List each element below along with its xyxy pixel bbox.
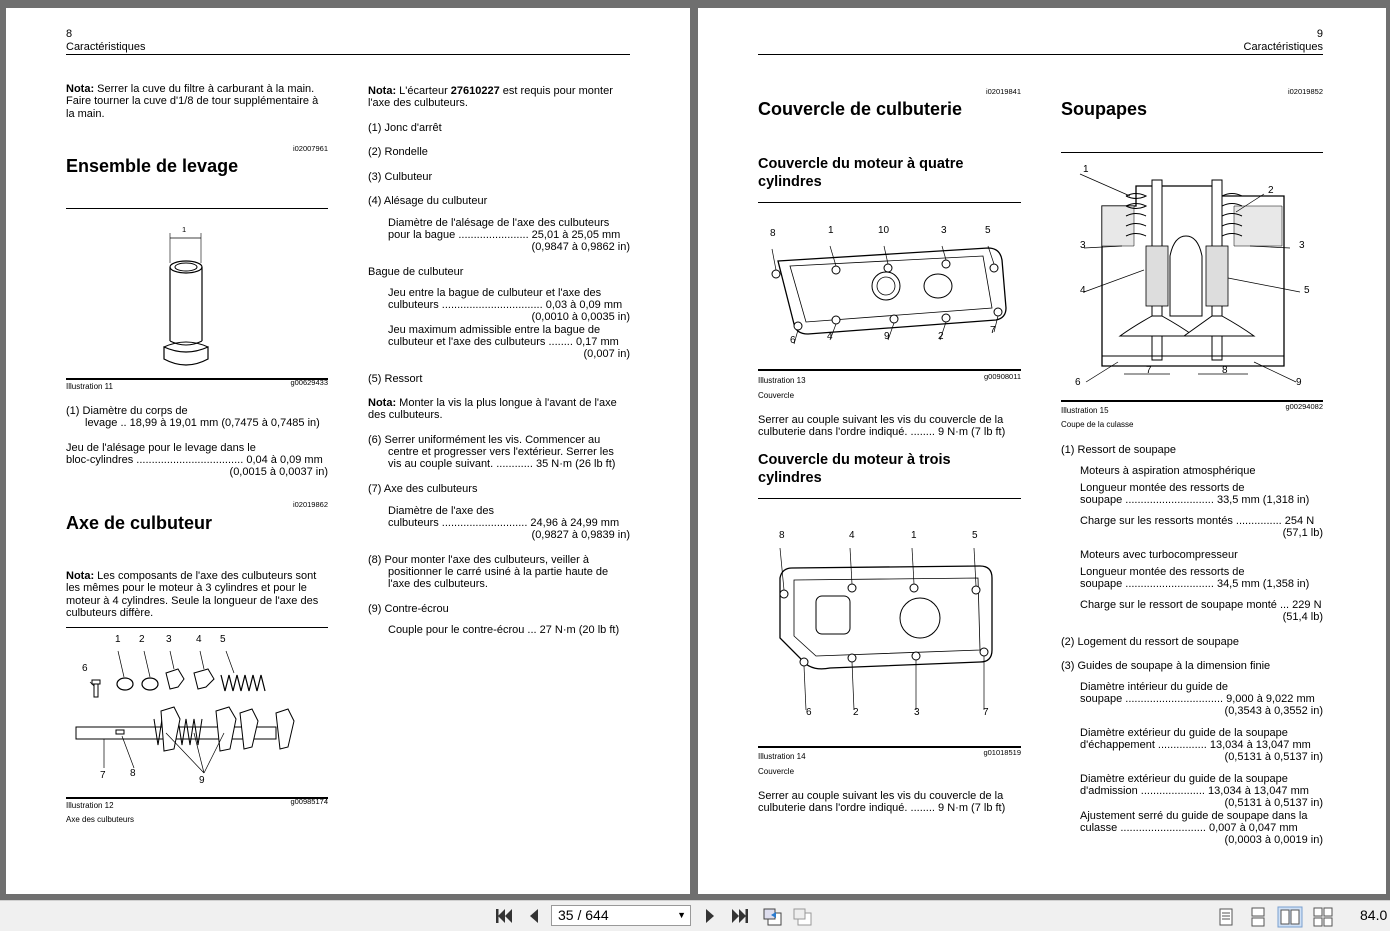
spec-text: Diamètre de l'axe des [388, 505, 495, 517]
fig15-caption: Illustration 15 [1061, 406, 1109, 415]
spec-inches: (0,9847 à 0,9862 in) [531, 241, 630, 253]
running-head: Caractéristiques [66, 41, 146, 53]
note-screw: Nota: Monter la vis la plus longue à l'avant de l'axe des culbuteurs. [368, 397, 617, 422]
spec-value: culasse ............................ 0,007 à 0,047 mm [1080, 822, 1298, 834]
fig13-label: 1 [828, 225, 834, 236]
spec-text: Ajustement serré du guide de soupape dans la [1080, 810, 1308, 822]
jeu-text: Jeu de l'alésage pour le levage dans le [66, 442, 256, 454]
zoom-level[interactable]: 84.0 [1360, 907, 1388, 923]
spec-text: Diamètre intérieur du guide de [1080, 681, 1228, 693]
spec-value: Charge sur le ressort de soupape monté ... 229 N [1080, 599, 1322, 611]
fig11-caption: Illustration 11 [66, 382, 113, 391]
spec-text: Longueur montée des ressorts de [1080, 566, 1245, 578]
fig13-label: 4 [827, 331, 833, 342]
spec-text: Diamètre extérieur du guide de la soupape [1080, 727, 1288, 739]
facing-pages-icon[interactable] [1278, 907, 1298, 925]
fig13-label: 9 [884, 331, 890, 342]
fig14-label: 1 [911, 530, 917, 541]
torque-text: Serrer au couple suivant les vis du couvercle de la [758, 414, 1004, 426]
continuous-icon[interactable] [1248, 907, 1268, 925]
fig14-label: 6 [806, 707, 812, 718]
spec-value: culbuteurs ............................ 24,96 à 24,99 mm [388, 517, 620, 529]
spec-value: Charge sur les ressorts montés ............... 254 N [1080, 515, 1315, 527]
fig15-label: 3 [1080, 240, 1086, 251]
fig13-label: 2 [938, 331, 944, 342]
list-item: (4) Alésage du culbuteur [368, 195, 488, 207]
fig14-label: 3 [914, 707, 920, 718]
list-item: l'axe des culbuteurs. [388, 578, 488, 590]
fig15-label: 9 [1296, 377, 1302, 388]
fig13-label: 7 [990, 325, 996, 336]
spec-value: soupape ............................. 33,5 mm (1,318 in) [1080, 494, 1310, 506]
fig12-label: 1 [115, 634, 121, 645]
fig15-code: g00294082 [1285, 402, 1323, 411]
spec-inches: (51,4 lb) [1282, 611, 1323, 623]
list-item: (3) Guides de soupape à la dimension finie [1061, 660, 1271, 672]
list-item: (9) Contre-écrou [368, 603, 449, 615]
fig12-label: 4 [196, 634, 202, 645]
spec-text: Moteurs à aspiration atmosphérique [1080, 465, 1256, 477]
spec-text: Longueur montée des ressorts de [1080, 482, 1245, 494]
heading-soupapes: Soupapes [1061, 99, 1148, 119]
spec-text: Moteurs avec turbocompresseur [1080, 549, 1238, 561]
fig13-caption: Illustration 13 [758, 376, 806, 385]
ref-code: i02019862 [292, 500, 328, 509]
spec-inches: (0,0003 à 0,0019 in) [1224, 834, 1323, 846]
fig14-caption: Illustration 14 [758, 752, 806, 761]
fig12-code: g00985174 [290, 797, 328, 806]
fig14-label: 7 [983, 707, 989, 718]
note-fuel-filter: Nota: Serrer la cuve du filtre à carburant à la main. Faire tourner la cuve d'1/8 de tour supplémentaire à la main. [66, 83, 319, 120]
last-page-icon[interactable] [730, 907, 750, 925]
sub-heading-four-2: cylindres [758, 174, 822, 190]
left-page [6, 8, 690, 894]
next-page-icon[interactable] [700, 907, 720, 925]
list-item: centre et progresser vers l'extérieur. Serrer les [388, 446, 614, 458]
lifter-illustration [156, 223, 236, 373]
sub-heading-three: Couvercle du moteur à trois [758, 452, 951, 468]
note-components: Nota: Les composants de l'axe des culbuteurs sont les mêmes pour le moteur à 3 cylindres et pour le moteur à 4 cylindres. Seule la longueur de l'axe des culbuteurs diffère. [66, 570, 319, 619]
list-item: (1) Jonc d'arrêt [368, 122, 442, 134]
spec-value: Couple pour le contre-écrou ... 27 N·m (20 lb ft) [388, 624, 620, 636]
cover-three-cyl-illustration [770, 538, 1010, 718]
list-item: (3) Culbuteur [368, 171, 433, 183]
fig12-label: 9 [199, 775, 205, 786]
next-view-icon[interactable] [792, 907, 812, 925]
spec-value: d'admission ..................... 13,034 à 13,047 mm [1080, 785, 1309, 797]
single-page-icon[interactable] [1216, 907, 1236, 925]
viewer-toolbar [0, 900, 1390, 931]
spec-value: soupape ................................ 9,000 à 9,022 mm [1080, 693, 1315, 705]
item-lifter-diameter: (1) Diamètre du corps de [66, 405, 188, 417]
sub-heading-three-2: cylindres [758, 470, 822, 486]
fig13-label: 6 [790, 335, 796, 346]
ref-code: i02019852 [1287, 87, 1323, 96]
fig14-title: Couvercle [758, 767, 795, 776]
fig15-label: 5 [1304, 285, 1310, 296]
list-item: vis au couple suivant. ............ 35 N·m (26 lb ft) [388, 458, 616, 470]
valve-section-illustration [1074, 166, 1314, 391]
ref-code: i02007961 [292, 144, 328, 153]
spec-value: pour la bague ....................... 25,01 à 25,05 mm [388, 229, 621, 241]
fig13-label: 5 [985, 225, 991, 236]
right-page [698, 8, 1386, 894]
section-label: Bague de culbuteur [368, 266, 464, 278]
heading-ensemble-levage: Ensemble de levage [66, 156, 239, 176]
fig12-caption: Illustration 12 [66, 801, 114, 810]
page-number-input[interactable]: 35 / 644 ▼ [551, 905, 691, 926]
spec-text: Jeu maximum admissible entre la bague de [388, 324, 601, 336]
list-item: (5) Ressort [368, 373, 423, 385]
fig15-label: 4 [1080, 285, 1086, 296]
fig14-label: 5 [972, 530, 978, 541]
fig14-label: 4 [849, 530, 855, 541]
list-item: (1) Ressort de soupape [1061, 444, 1176, 456]
fig14-code: g01018519 [983, 748, 1021, 757]
spec-value: soupape ............................. 34,5 mm (1,358 in) [1080, 578, 1310, 590]
fig13-label: 10 [878, 225, 890, 236]
previous-view-icon[interactable] [762, 907, 782, 925]
fig14-label: 8 [779, 530, 785, 541]
spec-text: Diamètre extérieur du guide de la soupape [1080, 773, 1288, 785]
fig12-label: 5 [220, 634, 226, 645]
continuous-facing-icon[interactable] [1312, 907, 1332, 925]
spec-value: d'échappement ................ 13,034 à 13,047 mm [1080, 739, 1311, 751]
fig15-label: 3 [1299, 240, 1305, 251]
spec-inches: (0,0010 à 0,0035 in) [531, 311, 630, 323]
fig15-label: 2 [1268, 185, 1274, 196]
note-spacer: Nota: L'écarteur 27610227 est requis pour monter l'axe des culbuteurs. [368, 85, 613, 110]
spec-value: culbuteur et l'axe des culbuteurs ........ 0,17 mm [388, 336, 619, 348]
page-number: 8 [66, 28, 73, 40]
list-item: (2) Rondelle [368, 146, 428, 158]
spec-inches: (0,007 in) [583, 348, 630, 360]
list-item: (2) Logement du ressort de soupape [1061, 636, 1239, 648]
fig13-title: Couvercle [758, 391, 795, 400]
list-item: (7) Axe des culbuteurs [368, 483, 478, 495]
fig12-label: 6 [82, 663, 88, 674]
rocker-shaft-illustration [66, 633, 328, 788]
fig14-label: 2 [853, 707, 859, 718]
list-item: (8) Pour monter l'axe des culbuteurs, veiller à [368, 554, 589, 566]
spec-text: Jeu entre la bague de culbuteur et l'axe des [388, 287, 602, 299]
spec-value: culbuteurs ................................. 0,03 à 0,09 mm [388, 299, 623, 311]
fig15-label: 6 [1075, 377, 1081, 388]
fig12-label: 3 [166, 634, 172, 645]
item-lifter-value: levage .. 18,99 à 19,01 mm (0,7475 à 0,7485 in) [85, 417, 320, 429]
fig12-label: 7 [100, 770, 106, 781]
spec-text: Diamètre de l'alésage de l'axe des culbuteurs [388, 217, 610, 229]
torque-value: culbuterie dans l'ordre indiqué. ........ 9 N·m (7 lb ft) [758, 426, 1006, 438]
fig15-label: 7 [1146, 365, 1152, 376]
fig15-label: 8 [1222, 365, 1228, 376]
running-head: Caractéristiques [1243, 41, 1323, 53]
sub-heading-four: Couvercle du moteur à quatre [758, 156, 964, 172]
heading-couvercle: Couvercle de culbuterie [758, 99, 963, 119]
spec-inches: (0,9827 à 0,9839 in) [531, 529, 630, 541]
list-item: positionner le carré usiné à la partie haute de [388, 566, 609, 578]
list-item: (6) Serrer uniformément les vis. Commencer au [368, 434, 601, 446]
ref-code: i02019841 [985, 87, 1021, 96]
spec-inches: (0,5131 à 0,5137 in) [1224, 797, 1323, 809]
fig11-label: 1 [182, 225, 187, 234]
previous-page-icon[interactable] [524, 907, 544, 925]
torque-value: culbuterie dans l'ordre indiqué. ........ 9 N·m (7 lb ft) [758, 802, 1006, 814]
fig12-title: Axe des culbuteurs [66, 815, 135, 824]
heading-axe-culbuteur: Axe de culbuteur [66, 513, 213, 533]
fig13-code: g00908011 [984, 372, 1021, 381]
chevron-down-icon[interactable]: ▼ [677, 910, 686, 920]
fig15-label: 1 [1083, 164, 1089, 175]
spec-inches: (0,5131 à 0,5137 in) [1224, 751, 1323, 763]
fig15-title: Coupe de la culasse [1061, 420, 1134, 429]
jeu-inches: (0,0015 à 0,0037 in) [229, 466, 328, 478]
fig12-label: 2 [139, 634, 145, 645]
fig12-label: 8 [130, 768, 136, 779]
fig11-code: g00629433 [290, 378, 328, 387]
page-number: 9 [1316, 28, 1323, 40]
torque-text: Serrer au couple suivant les vis du couvercle de la [758, 790, 1004, 802]
fig13-label: 8 [770, 228, 776, 239]
cover-four-cyl-illustration [768, 226, 1018, 356]
first-page-icon[interactable] [494, 907, 514, 925]
spec-inches: (57,1 lb) [1282, 527, 1323, 539]
spec-inches: (0,3543 à 0,3552 in) [1224, 705, 1323, 717]
jeu-value: bloc-cylindres ................................... 0,04 à 0,09 mm [66, 454, 323, 466]
fig13-label: 3 [941, 225, 947, 236]
